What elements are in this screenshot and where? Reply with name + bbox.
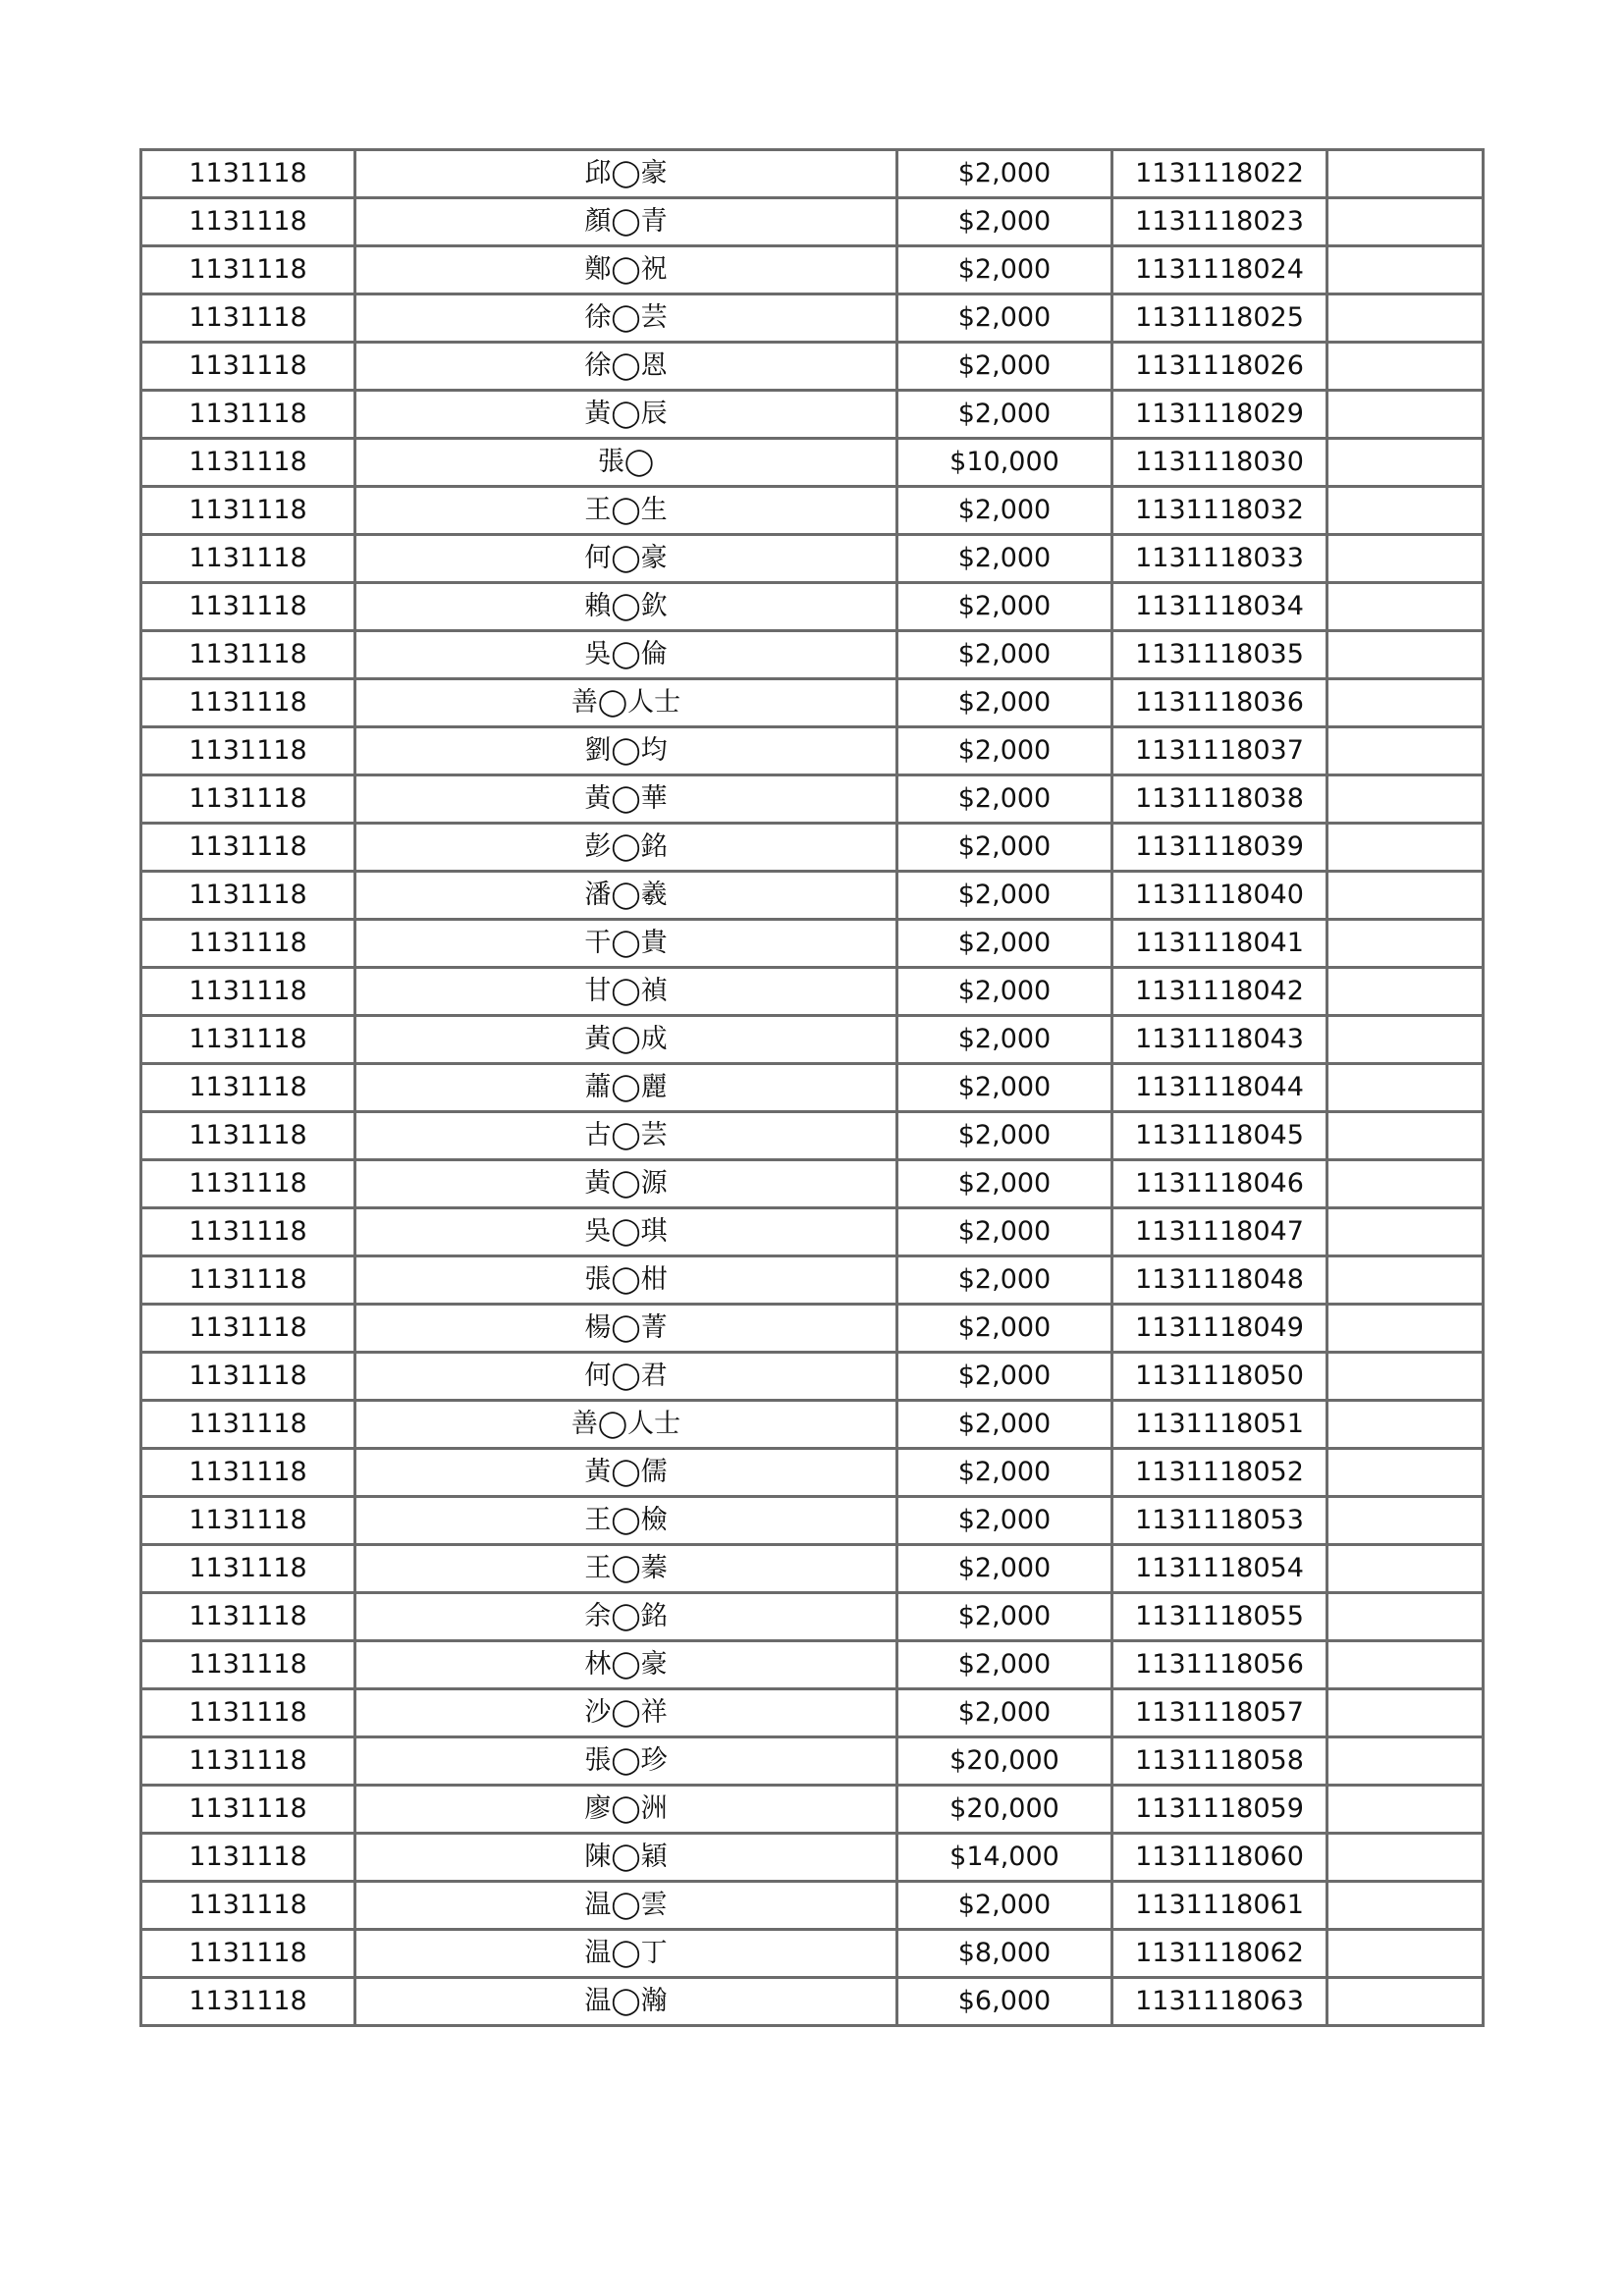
table-row bbox=[141, 1256, 1484, 1305]
note-cell bbox=[1327, 150, 1484, 198]
date-cell: 1131118 bbox=[141, 1641, 355, 1689]
date-cell: 1131118 bbox=[141, 1882, 355, 1930]
amount-cell: $2,000 bbox=[897, 1497, 1112, 1545]
date-cell: 1131118 bbox=[141, 1930, 355, 1978]
date-cell: 1131118 bbox=[141, 487, 355, 535]
amount-cell: $2,000 bbox=[897, 391, 1112, 439]
donor-name-cell: 廖◯洲 bbox=[355, 1786, 897, 1834]
table-row bbox=[141, 872, 1484, 920]
receipt-number-cell: 1131118022 bbox=[1112, 150, 1327, 198]
date-cell: 1131118 bbox=[141, 1401, 355, 1449]
table-row bbox=[141, 1689, 1484, 1737]
table-row bbox=[141, 1208, 1484, 1256]
amount-cell: $10,000 bbox=[897, 439, 1112, 487]
note-cell bbox=[1327, 198, 1484, 246]
date-cell: 1131118 bbox=[141, 1834, 355, 1882]
note-cell bbox=[1327, 343, 1484, 391]
donor-name-cell: 温◯瀚 bbox=[355, 1978, 897, 2026]
date-cell: 1131118 bbox=[141, 391, 355, 439]
amount-cell: $2,000 bbox=[897, 1112, 1112, 1160]
note-cell bbox=[1327, 487, 1484, 535]
amount-cell: $2,000 bbox=[897, 775, 1112, 824]
receipt-number-cell: 1131118029 bbox=[1112, 391, 1327, 439]
receipt-number-cell: 1131118052 bbox=[1112, 1449, 1327, 1497]
table-row bbox=[141, 391, 1484, 439]
note-cell bbox=[1327, 968, 1484, 1016]
document-page bbox=[139, 148, 1482, 2027]
receipt-number-cell: 1131118033 bbox=[1112, 535, 1327, 583]
donor-name-cell: 彭◯銘 bbox=[355, 824, 897, 872]
table-row bbox=[141, 1737, 1484, 1786]
date-cell: 1131118 bbox=[141, 439, 355, 487]
date-cell: 1131118 bbox=[141, 583, 355, 631]
date-cell: 1131118 bbox=[141, 1497, 355, 1545]
note-cell bbox=[1327, 727, 1484, 775]
amount-cell: $2,000 bbox=[897, 727, 1112, 775]
note-cell bbox=[1327, 872, 1484, 920]
note-cell bbox=[1327, 1401, 1484, 1449]
note-cell bbox=[1327, 1545, 1484, 1593]
date-cell: 1131118 bbox=[141, 1689, 355, 1737]
date-cell: 1131118 bbox=[141, 775, 355, 824]
table-row bbox=[141, 1401, 1484, 1449]
note-cell bbox=[1327, 1930, 1484, 1978]
receipt-number-cell: 1131118024 bbox=[1112, 246, 1327, 294]
table-row bbox=[141, 150, 1484, 198]
date-cell: 1131118 bbox=[141, 968, 355, 1016]
date-cell: 1131118 bbox=[141, 1112, 355, 1160]
note-cell bbox=[1327, 1353, 1484, 1401]
table-row bbox=[141, 1545, 1484, 1593]
receipt-number-cell: 1131118050 bbox=[1112, 1353, 1327, 1401]
note-cell bbox=[1327, 1593, 1484, 1641]
date-cell: 1131118 bbox=[141, 294, 355, 343]
amount-cell: $2,000 bbox=[897, 1353, 1112, 1401]
donor-name-cell: 何◯豪 bbox=[355, 535, 897, 583]
amount-cell: $2,000 bbox=[897, 968, 1112, 1016]
note-cell bbox=[1327, 1305, 1484, 1353]
receipt-number-cell: 1131118058 bbox=[1112, 1737, 1327, 1786]
table-row bbox=[141, 1305, 1484, 1353]
table-row bbox=[141, 535, 1484, 583]
note-cell bbox=[1327, 631, 1484, 679]
table-row bbox=[141, 631, 1484, 679]
receipt-number-cell: 1131118039 bbox=[1112, 824, 1327, 872]
table-row bbox=[141, 1112, 1484, 1160]
receipt-number-cell: 1131118054 bbox=[1112, 1545, 1327, 1593]
receipt-number-cell: 1131118026 bbox=[1112, 343, 1327, 391]
date-cell: 1131118 bbox=[141, 920, 355, 968]
note-cell bbox=[1327, 1064, 1484, 1112]
date-cell: 1131118 bbox=[141, 1593, 355, 1641]
note-cell bbox=[1327, 1449, 1484, 1497]
receipt-number-cell: 1131118037 bbox=[1112, 727, 1327, 775]
donor-name-cell: 徐◯芸 bbox=[355, 294, 897, 343]
date-cell: 1131118 bbox=[141, 679, 355, 727]
donor-name-cell: 温◯丁 bbox=[355, 1930, 897, 1978]
donor-name-cell: 楊◯菁 bbox=[355, 1305, 897, 1353]
date-cell: 1131118 bbox=[141, 1353, 355, 1401]
donor-name-cell: 王◯檢 bbox=[355, 1497, 897, 1545]
donor-name-cell: 黃◯源 bbox=[355, 1160, 897, 1208]
table-row bbox=[141, 1834, 1484, 1882]
receipt-number-cell: 1131118023 bbox=[1112, 198, 1327, 246]
amount-cell: $20,000 bbox=[897, 1737, 1112, 1786]
date-cell: 1131118 bbox=[141, 1256, 355, 1305]
date-cell: 1131118 bbox=[141, 198, 355, 246]
date-cell: 1131118 bbox=[141, 246, 355, 294]
note-cell bbox=[1327, 294, 1484, 343]
receipt-number-cell: 1131118047 bbox=[1112, 1208, 1327, 1256]
table-row bbox=[141, 1064, 1484, 1112]
amount-cell: $2,000 bbox=[897, 1401, 1112, 1449]
amount-cell: $2,000 bbox=[897, 1882, 1112, 1930]
amount-cell: $2,000 bbox=[897, 198, 1112, 246]
donor-name-cell: 潘◯羲 bbox=[355, 872, 897, 920]
receipt-number-cell: 1131118040 bbox=[1112, 872, 1327, 920]
table-row bbox=[141, 679, 1484, 727]
date-cell: 1131118 bbox=[141, 1064, 355, 1112]
table-row bbox=[141, 727, 1484, 775]
note-cell bbox=[1327, 1497, 1484, 1545]
amount-cell: $2,000 bbox=[897, 1449, 1112, 1497]
table-row bbox=[141, 487, 1484, 535]
receipt-number-cell: 1131118046 bbox=[1112, 1160, 1327, 1208]
donor-name-cell: 張◯ bbox=[355, 439, 897, 487]
amount-cell: $8,000 bbox=[897, 1930, 1112, 1978]
table-row bbox=[141, 968, 1484, 1016]
date-cell: 1131118 bbox=[141, 1305, 355, 1353]
amount-cell: $2,000 bbox=[897, 1641, 1112, 1689]
donor-name-cell: 王◯蓁 bbox=[355, 1545, 897, 1593]
receipt-number-cell: 1131118035 bbox=[1112, 631, 1327, 679]
note-cell bbox=[1327, 1641, 1484, 1689]
note-cell bbox=[1327, 1112, 1484, 1160]
donor-name-cell: 沙◯祥 bbox=[355, 1689, 897, 1737]
receipt-number-cell: 1131118043 bbox=[1112, 1016, 1327, 1064]
note-cell bbox=[1327, 679, 1484, 727]
note-cell bbox=[1327, 535, 1484, 583]
note-cell bbox=[1327, 583, 1484, 631]
date-cell: 1131118 bbox=[141, 1978, 355, 2026]
note-cell bbox=[1327, 439, 1484, 487]
table-row bbox=[141, 1449, 1484, 1497]
donor-name-cell: 張◯柑 bbox=[355, 1256, 897, 1305]
date-cell: 1131118 bbox=[141, 1016, 355, 1064]
table-row bbox=[141, 198, 1484, 246]
donor-name-cell: 張◯珍 bbox=[355, 1737, 897, 1786]
donor-name-cell: 何◯君 bbox=[355, 1353, 897, 1401]
note-cell bbox=[1327, 920, 1484, 968]
note-cell bbox=[1327, 1978, 1484, 2026]
table-row bbox=[141, 583, 1484, 631]
receipt-number-cell: 1131118042 bbox=[1112, 968, 1327, 1016]
note-cell bbox=[1327, 1016, 1484, 1064]
amount-cell: $2,000 bbox=[897, 1208, 1112, 1256]
amount-cell: $2,000 bbox=[897, 294, 1112, 343]
receipt-number-cell: 1131118056 bbox=[1112, 1641, 1327, 1689]
note-cell bbox=[1327, 1834, 1484, 1882]
date-cell: 1131118 bbox=[141, 727, 355, 775]
date-cell: 1131118 bbox=[141, 631, 355, 679]
amount-cell: $2,000 bbox=[897, 920, 1112, 968]
donor-name-cell: 干◯貴 bbox=[355, 920, 897, 968]
donor-name-cell: 王◯生 bbox=[355, 487, 897, 535]
amount-cell: $2,000 bbox=[897, 1064, 1112, 1112]
donor-name-cell: 鄭◯祝 bbox=[355, 246, 897, 294]
note-cell bbox=[1327, 1689, 1484, 1737]
receipt-number-cell: 1131118049 bbox=[1112, 1305, 1327, 1353]
amount-cell: $2,000 bbox=[897, 583, 1112, 631]
amount-cell: $2,000 bbox=[897, 487, 1112, 535]
amount-cell: $6,000 bbox=[897, 1978, 1112, 2026]
note-cell bbox=[1327, 1786, 1484, 1834]
table-row bbox=[141, 1641, 1484, 1689]
receipt-number-cell: 1131118063 bbox=[1112, 1978, 1327, 2026]
donor-name-cell: 林◯豪 bbox=[355, 1641, 897, 1689]
receipt-number-cell: 1131118061 bbox=[1112, 1882, 1327, 1930]
receipt-number-cell: 1131118055 bbox=[1112, 1593, 1327, 1641]
amount-cell: $2,000 bbox=[897, 1256, 1112, 1305]
table-row bbox=[141, 1882, 1484, 1930]
receipt-number-cell: 1131118051 bbox=[1112, 1401, 1327, 1449]
amount-cell: $20,000 bbox=[897, 1786, 1112, 1834]
donor-name-cell: 陳◯穎 bbox=[355, 1834, 897, 1882]
note-cell bbox=[1327, 824, 1484, 872]
donor-name-cell: 古◯芸 bbox=[355, 1112, 897, 1160]
receipt-number-cell: 1131118045 bbox=[1112, 1112, 1327, 1160]
date-cell: 1131118 bbox=[141, 535, 355, 583]
table-row bbox=[141, 1160, 1484, 1208]
table-body bbox=[141, 150, 1484, 2026]
receipt-number-cell: 1131118034 bbox=[1112, 583, 1327, 631]
date-cell: 1131118 bbox=[141, 343, 355, 391]
note-cell bbox=[1327, 391, 1484, 439]
date-cell: 1131118 bbox=[141, 1737, 355, 1786]
receipt-number-cell: 1131118032 bbox=[1112, 487, 1327, 535]
amount-cell: $2,000 bbox=[897, 1305, 1112, 1353]
amount-cell: $2,000 bbox=[897, 150, 1112, 198]
table-row bbox=[141, 294, 1484, 343]
note-cell bbox=[1327, 1256, 1484, 1305]
donor-name-cell: 黃◯儒 bbox=[355, 1449, 897, 1497]
donor-name-cell: 善◯人士 bbox=[355, 679, 897, 727]
receipt-number-cell: 1131118048 bbox=[1112, 1256, 1327, 1305]
date-cell: 1131118 bbox=[141, 150, 355, 198]
donor-name-cell: 温◯雲 bbox=[355, 1882, 897, 1930]
donor-name-cell: 善◯人士 bbox=[355, 1401, 897, 1449]
receipt-number-cell: 1131118062 bbox=[1112, 1930, 1327, 1978]
note-cell bbox=[1327, 1737, 1484, 1786]
table-row bbox=[141, 1978, 1484, 2026]
donor-name-cell: 吳◯琪 bbox=[355, 1208, 897, 1256]
table-row bbox=[141, 920, 1484, 968]
donor-name-cell: 邱◯豪 bbox=[355, 150, 897, 198]
receipt-number-cell: 1131118060 bbox=[1112, 1834, 1327, 1882]
amount-cell: $2,000 bbox=[897, 535, 1112, 583]
donor-name-cell: 蕭◯麗 bbox=[355, 1064, 897, 1112]
donor-name-cell: 黃◯辰 bbox=[355, 391, 897, 439]
amount-cell: $2,000 bbox=[897, 824, 1112, 872]
donation-table bbox=[139, 148, 1485, 2027]
amount-cell: $14,000 bbox=[897, 1834, 1112, 1882]
table-row bbox=[141, 246, 1484, 294]
amount-cell: $2,000 bbox=[897, 1016, 1112, 1064]
amount-cell: $2,000 bbox=[897, 679, 1112, 727]
table-row bbox=[141, 824, 1484, 872]
table-row bbox=[141, 775, 1484, 824]
donor-name-cell: 吳◯倫 bbox=[355, 631, 897, 679]
receipt-number-cell: 1131118041 bbox=[1112, 920, 1327, 968]
donor-name-cell: 顏◯青 bbox=[355, 198, 897, 246]
table-row bbox=[141, 439, 1484, 487]
donor-name-cell: 余◯銘 bbox=[355, 1593, 897, 1641]
amount-cell: $2,000 bbox=[897, 246, 1112, 294]
note-cell bbox=[1327, 1882, 1484, 1930]
date-cell: 1131118 bbox=[141, 1208, 355, 1256]
table-row bbox=[141, 1930, 1484, 1978]
table-row bbox=[141, 1353, 1484, 1401]
note-cell bbox=[1327, 1208, 1484, 1256]
table-row bbox=[141, 1593, 1484, 1641]
receipt-number-cell: 1131118038 bbox=[1112, 775, 1327, 824]
note-cell bbox=[1327, 246, 1484, 294]
table-row bbox=[141, 1786, 1484, 1834]
donor-name-cell: 劉◯均 bbox=[355, 727, 897, 775]
receipt-number-cell: 1131118053 bbox=[1112, 1497, 1327, 1545]
date-cell: 1131118 bbox=[141, 1545, 355, 1593]
date-cell: 1131118 bbox=[141, 1786, 355, 1834]
amount-cell: $2,000 bbox=[897, 1545, 1112, 1593]
donor-name-cell: 黃◯成 bbox=[355, 1016, 897, 1064]
amount-cell: $2,000 bbox=[897, 1160, 1112, 1208]
date-cell: 1131118 bbox=[141, 872, 355, 920]
date-cell: 1131118 bbox=[141, 824, 355, 872]
date-cell: 1131118 bbox=[141, 1449, 355, 1497]
receipt-number-cell: 1131118059 bbox=[1112, 1786, 1327, 1834]
note-cell bbox=[1327, 1160, 1484, 1208]
receipt-number-cell: 1131118044 bbox=[1112, 1064, 1327, 1112]
donor-name-cell: 黃◯華 bbox=[355, 775, 897, 824]
donor-name-cell: 甘◯禎 bbox=[355, 968, 897, 1016]
amount-cell: $2,000 bbox=[897, 872, 1112, 920]
receipt-number-cell: 1131118025 bbox=[1112, 294, 1327, 343]
donor-name-cell: 徐◯恩 bbox=[355, 343, 897, 391]
amount-cell: $2,000 bbox=[897, 1689, 1112, 1737]
amount-cell: $2,000 bbox=[897, 1593, 1112, 1641]
amount-cell: $2,000 bbox=[897, 343, 1112, 391]
date-cell: 1131118 bbox=[141, 1160, 355, 1208]
donor-name-cell: 賴◯欽 bbox=[355, 583, 897, 631]
table-row bbox=[141, 1497, 1484, 1545]
table-row bbox=[141, 1016, 1484, 1064]
receipt-number-cell: 1131118057 bbox=[1112, 1689, 1327, 1737]
table-row bbox=[141, 343, 1484, 391]
receipt-number-cell: 1131118036 bbox=[1112, 679, 1327, 727]
note-cell bbox=[1327, 775, 1484, 824]
amount-cell: $2,000 bbox=[897, 631, 1112, 679]
receipt-number-cell: 1131118030 bbox=[1112, 439, 1327, 487]
